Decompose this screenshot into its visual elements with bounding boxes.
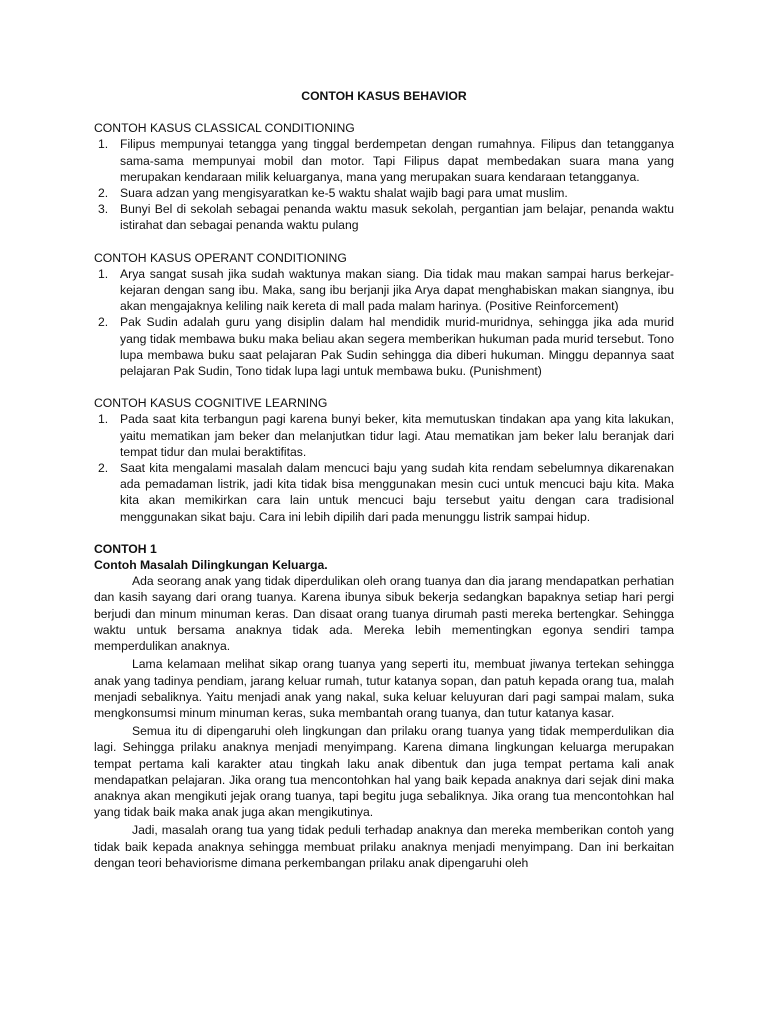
list-number: 2. [98,186,109,201]
section-heading: CONTOH KASUS CLASSICAL CONDITIONING [94,121,355,136]
paragraph: Semua itu di dipengaruhi oleh lingkungan dan prilaku orang tuanya yang tidak memperdulikan dia lagi. Sehingga prilaku anaknya menjadi menyimpang. Karena dimana lingkungan keluarga merupakan tempat pertama kali karakter atau tingkah laku anak dibentuk dan juga tempat pertama kali anak mendapatkan pelajaran. Jika orang tua mencontohkan hal yang baik kepada anaknya dari sejak dini maka anaknya akan mengikuti jejak orang tuanya, tapi begitu juga sebaliknya. Jika orang tua mencontohkan hal yang tidak baik maka anak juga akan mengikutinya. [94,724,674,820]
list-item-text: Bunyi Bel di sekolah sebagai penanda waktu masuk sekolah, pergantian jam belajar, penanda waktu istirahat dan sebagai penanda waktu pulang [120,202,674,233]
numbered-list [94,266,674,379]
section-classical-conditioning [94,120,674,233]
section-operant-conditioning [94,250,674,380]
list-item [94,201,674,233]
list-item-text: Suara adzan yang mengisyaratkan ke-5 waktu shalat wajib bagi para umat muslim. [120,186,568,201]
section-cognitive-learning [94,395,674,525]
list-number: 1. [98,412,109,427]
list-item-text: Filipus mempunyai tetangga yang tinggal berdempetan dengan rumahnya. Filipus dan tetangganya sama-sama mempunyai mobil dan motor. Tapi Filipus dapat membedakan suara mana yang merupakan kendaraan milik keluarganya, mana yang merupakan suara kendaraan tetangganya. [120,137,674,184]
example-subheading: Contoh Masalah Dilingkungan Keluarga. [94,558,328,573]
list-number: 1. [98,266,109,281]
numbered-list [94,136,674,233]
example-section [94,541,674,871]
list-number: 3. [98,202,109,217]
list-item [94,266,674,315]
section-heading: CONTOH KASUS OPERANT CONDITIONING [94,250,347,265]
list-item [94,411,674,460]
paragraph: Lama kelamaan melihat sikap orang tuanya yang seperti itu, membuat jiwanya tertekan sehingga anak yang tadinya pendiam, jarang keluar rumah, tutur katanya sopan, dan patuh kepada orang tua, malah menjadi sebaliknya. Yaitu menjadi anak yang nakal, suka keluar keluyuran dari pagi sampai malam, suka mengkonsumsi minum minuman keras, suka membantah orang tuanya, dan tutur katanya kasar. [94,657,674,720]
list-number: 2. [98,315,109,330]
section-heading: CONTOH KASUS COGNITIVE LEARNING [94,396,328,411]
list-number: 1. [98,137,109,152]
list-item [94,185,674,201]
example-heading: CONTOH 1 [94,541,157,556]
list-item-text: Pak Sudin adalah guru yang disiplin dalam hal mendidik murid-muridnya, sehingga jika ada murid yang tidak membawa buku maka beliau akan segera memberikan hukuman pada murid tersebut. Tono lupa membawa buku saat pelajaran Pak Sudin sehingga dia diberi hukuman. Minggu depannya saat pelajaran Pak Sudin, Tono tidak lupa lagi untuk membawa buku. (Punishment) [120,315,674,379]
list-item [94,314,674,379]
numbered-list [94,411,674,524]
list-item [94,136,674,185]
list-number: 2. [98,461,109,476]
list-item-text: Arya sangat susah jika sudah waktunya makan siang. Dia tidak mau makan sampai harus berkejar-kejaran dengan sang ibu. Maka, sang ibu berjanji jika Arya dapat menghabiskan makan siangnya, ibu akan mengajaknya keliling naik kereta di mall pada malam harinya. (Positive Reinforcement) [120,266,674,314]
list-item-text: Pada saat kita terbangun pagi karena bunyi beker, kita memutuskan tindakan apa yang kita lakukan, yaitu mematikan jam beker dan melanjutkan tidur lagi. Atau mematikan jam beker lalu beranjak dari tempat tidur dan mulai beraktifitas. [120,412,674,459]
paragraph: Ada seorang anak yang tidak diperdulikan oleh orang tuanya dan dia jarang mendapatkan perhatian dan kasih sayang dari orang tuanya. Karena ibunya sibuk bekerja sedangkan bapaknya setiap hari pergi berjudi dan minum minuman keras. Dan disaat orang tuanya dirumah pasti mereka bertengkar. Sehingga waktu untuk bersama anaknya tidak ada. Mereka lebih mementingkan egonya sendiri tampa memperdulikan anaknya. [94,574,674,654]
document-title: CONTOH KASUS BEHAVIOR [301,89,467,103]
list-item-text: Saat kita mengalami masalah dalam mencuci baju yang sudah kita rendam sebelumnya dikarenakan ada pemadaman listrik, jadi kita tidak bisa menggunakan mesin cuci untuk mencuci baju kita. Maka kita akan memikirkan cara lain untuk mencuci baju tersebut yaitu dengan cara tradisional menggunakan sikat baju. Cara ini lebih dipilih dari pada menunggu listrik sampai hidup. [120,461,674,524]
list-item [94,460,674,525]
paragraph: Jadi, masalah orang tua yang tidak peduli terhadap anaknya dan mereka memberikan contoh yang tidak baik kepada anaknya sehingga membuat prilaku anaknya menjadi menyimpang. Dan ini berkaitan dengan teori behaviorisme dimana perkembangan prilaku anak dipengaruhi oleh [94,823,674,870]
